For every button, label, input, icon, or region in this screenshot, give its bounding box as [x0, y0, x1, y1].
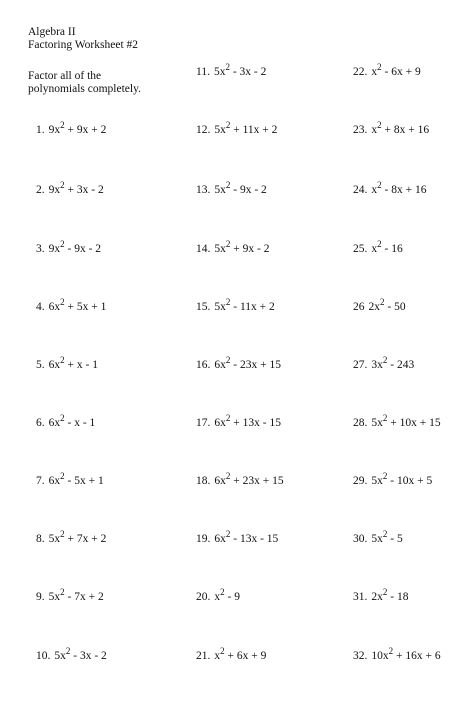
problem-number: 11. — [196, 65, 210, 78]
problem-expression: $x^2 - 8x + 16$ — [371, 180, 427, 196]
problem-number: 12. — [196, 123, 211, 136]
problem-number: 22. — [353, 65, 368, 78]
problem-number: 29. — [353, 474, 368, 487]
problem-24 — [353, 178, 426, 197]
problem-expression: $5x^2 + 9x - 2$ — [214, 239, 270, 255]
problem-expression: $5x^2 - 5$ — [371, 529, 403, 545]
problem-14 — [196, 237, 269, 256]
problem-27 — [353, 353, 414, 372]
problem-number: 27. — [353, 358, 368, 371]
problem-expression: $2x^2 - 18$ — [371, 587, 409, 603]
problem-number: 4. — [36, 300, 45, 313]
problem-expression: $5x^2 + 11x + 2$ — [214, 120, 278, 136]
problem-expression: $6x^2 + x - 1$ — [48, 355, 98, 371]
problem-expression: $5x^2 - 7x + 2$ — [48, 587, 104, 603]
problem-13 — [196, 178, 267, 197]
problem-5 — [36, 353, 98, 372]
instructions-line-2: polynomials completely. — [28, 83, 141, 95]
problem-29 — [353, 469, 432, 488]
problem-12 — [196, 118, 277, 137]
problem-19 — [196, 527, 278, 546]
problem-expression: $6x^2 + 23x + 15$ — [214, 471, 284, 487]
problem-number: 13. — [196, 183, 211, 196]
problem-expression: $9x^2 + 3x - 2$ — [48, 180, 104, 196]
problem-number: 2. — [36, 183, 45, 196]
problem-21 — [196, 644, 266, 663]
problem-number: 24. — [353, 183, 368, 196]
problem-expression: $3x^2 - 243$ — [371, 355, 415, 371]
problem-number: 30. — [353, 532, 368, 545]
problem-number: 16. — [196, 358, 211, 371]
problem-31 — [353, 585, 408, 604]
problem-number: 19. — [196, 532, 211, 545]
worksheet-title: Factoring Worksheet #2 — [28, 39, 139, 51]
problem-expression: $5x^2 - 11x + 2$ — [214, 297, 275, 313]
problem-22 — [353, 60, 421, 79]
problem-26 — [353, 295, 406, 314]
problem-number: 23. — [353, 123, 368, 136]
problem-number: 28. — [353, 416, 368, 429]
problem-number: 1. — [36, 123, 45, 136]
problem-number: 10. — [36, 649, 51, 662]
problem-3 — [36, 237, 101, 256]
problem-expression: $6x^2 + 5x + 1$ — [48, 297, 107, 313]
problem-expression: $x^2 - 6x + 9$ — [371, 62, 421, 78]
problem-expression: $x^2 + 6x + 9$ — [214, 646, 267, 662]
problem-expression: $10x^2 + 16x + 6$ — [371, 646, 441, 662]
problem-expression: $6x^2 - 5x + 1$ — [48, 471, 104, 487]
problem-expression: $5x^2 - 9x - 2$ — [214, 180, 267, 196]
problem-number: 14. — [196, 242, 211, 255]
problem-30 — [353, 527, 403, 546]
problem-10 — [36, 644, 107, 663]
problem-6 — [36, 411, 95, 430]
problem-number: 8. — [36, 532, 45, 545]
problem-17 — [196, 411, 281, 430]
problem-expression: $5x^2 + 10x + 15$ — [371, 413, 441, 429]
problem-expression: $5x^2 - 3x - 2$ — [54, 646, 107, 662]
problem-15 — [196, 295, 275, 314]
problem-expression: $x^2 + 8x + 16$ — [371, 120, 430, 136]
problem-expression: $6x^2 - 23x + 15$ — [214, 355, 281, 371]
instructions-line-1: Factor all of the — [28, 70, 102, 82]
problem-expression: $6x^2 + 13x - 15$ — [214, 413, 281, 429]
problem-number: 7. — [36, 474, 45, 487]
problem-expression: $9x^2 - 9x - 2$ — [48, 239, 102, 255]
problem-number: 6. — [36, 416, 45, 429]
problem-18 — [196, 469, 284, 488]
problem-32 — [353, 644, 441, 663]
problem-16 — [196, 353, 281, 372]
problem-number: 17. — [196, 416, 211, 429]
course-name: Algebra II — [28, 26, 76, 38]
problem-expression: $2x^2 - 50$ — [368, 297, 406, 313]
problem-number: 9. — [36, 590, 45, 603]
problem-number: 5. — [36, 358, 45, 371]
problem-4 — [36, 295, 106, 314]
problem-20 — [196, 585, 240, 604]
problem-11 — [196, 60, 266, 79]
problem-expression: $5x^2 + 7x + 2$ — [48, 529, 107, 545]
problem-expression: $x^2 - 16$ — [371, 239, 403, 255]
problem-25 — [353, 237, 403, 256]
problem-expression: $5x^2 - 3x - 2$ — [213, 62, 267, 78]
problem-number: 21. — [196, 649, 211, 662]
problem-number: 18. — [196, 474, 211, 487]
problem-expression: $x^2 - 9$ — [214, 587, 240, 603]
problem-23 — [353, 118, 429, 137]
problem-8 — [36, 527, 106, 546]
problem-expression: $5x^2 - 10x + 5$ — [371, 471, 433, 487]
problem-2 — [36, 178, 104, 197]
problem-number: 31. — [353, 590, 368, 603]
problem-7 — [36, 469, 104, 488]
problem-number: 25. — [353, 242, 368, 255]
problem-number: 32. — [353, 649, 368, 662]
problem-number: 3. — [36, 242, 45, 255]
problem-9 — [36, 585, 104, 604]
problem-number: 15. — [196, 300, 211, 313]
problem-1 — [36, 118, 106, 137]
problem-number: 20. — [196, 590, 211, 603]
problem-number: 26 — [353, 300, 365, 313]
problem-28 — [353, 411, 441, 430]
problem-expression: $9x^2 + 9x + 2$ — [48, 120, 107, 136]
problem-expression: $6x^2 - 13x - 15$ — [214, 529, 279, 545]
problem-expression: $6x^2$ - x - 1 — [48, 413, 96, 429]
